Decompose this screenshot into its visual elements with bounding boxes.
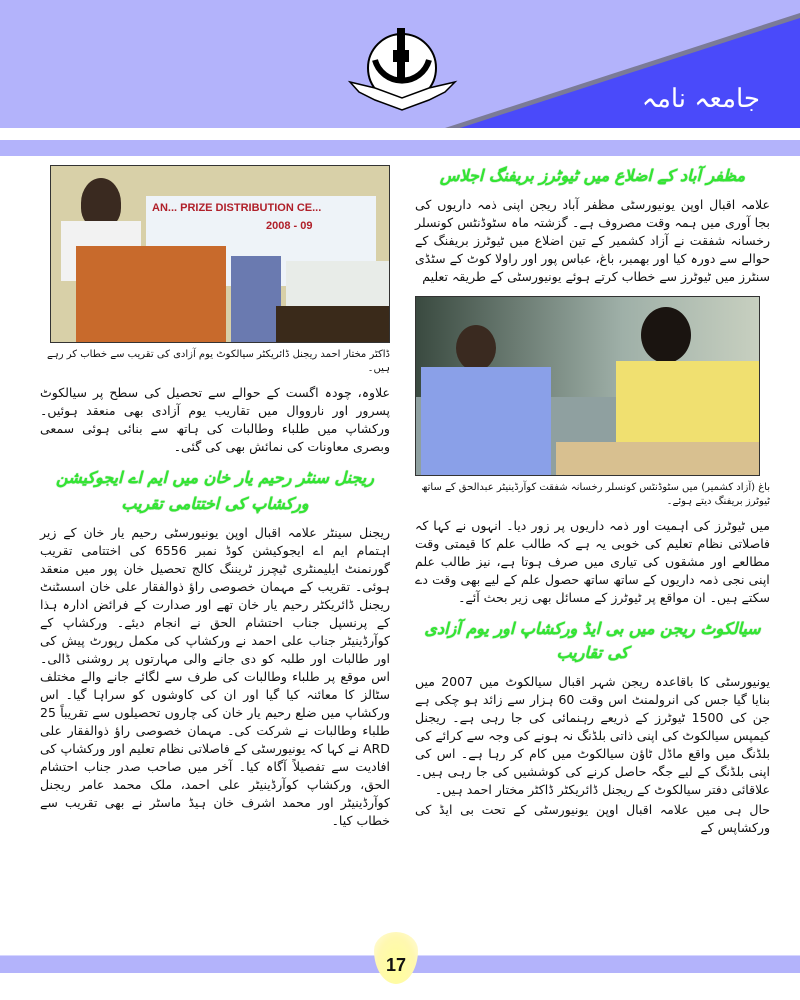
text-line: اسسٹنٹ ریجنل ڈائریکٹر رحیم یار خان تھے اور صدارت کے فرائض ادارہ ہذا کے [40, 579, 390, 630]
text-line: سکتے ہیں۔ ان مواقع پر ٹیوٹرز کے مسائل بھی زیر بحث آئے۔ [458, 590, 770, 605]
text-line: کے ریجنل ڈائریکٹر ڈاکٹر مختار احمد ہیں۔ [434, 782, 651, 797]
text-line: علاوہ، چودہ اگست کے حوالے سے تحصیل کی سطح پر سیالکوٹ پسرور اور نارووال میں [40, 385, 390, 418]
right-paragraph-1 [415, 196, 770, 286]
text-line: اضلاع میں ٹیوٹرز بریفنگ کے حوالے سے دورہ کیا اور بھمبر، باغ، عباس پور اور راولا [415, 233, 770, 266]
photo-prize-ceremony [50, 165, 390, 343]
text-line: ہوئی سمعی وبصری معاونات کی نمائش بھی کی گئی۔ [40, 421, 390, 454]
text-line: تقریب سے خطاب کیا۔ [40, 795, 390, 828]
text-line: نیز طالب علم اپنی نجی ذمہ داریوں کے ساتھ ساتھ حصول علم کے لیے بھی وقت دے [415, 554, 770, 587]
text-line: چاروں تحصیلوں سے تقریباً 25 طلباء وطالبات نے شرکت کی۔ مہمان خصوصی راؤ [40, 705, 390, 738]
text-line: ریجنل سینٹر علامہ اقبال اوپن یونیورسٹی رحیم یار خان کے زیر اہتمام ایم اے [40, 525, 391, 558]
text-line: ہمہ وقت مصروف ہے۔ گزشتہ ماہ سٹوڈنٹس کونسلر رخسانہ شفقت نے آزاد کشمیر کے تین [415, 215, 770, 248]
heading-sialkot: سیالکوٹ ریجن میں بی ایڈ ورکشاپ اور یوم آزادی کی تقاریب [424, 619, 761, 662]
man-shirt [421, 367, 551, 476]
text-line: کوآرڈینیٹر علی احمد، ملک محمد عامر ریجنل کوآرڈینیٹر اور محمد اشرف خان ہیڈ ماسٹر نے بھی [40, 777, 390, 810]
banner-text: AN... PRIZE DISTRIBUTION CE... [152, 202, 322, 214]
man-head [456, 325, 496, 371]
text-line: نے ورکشاپ کی مکمل رپورٹ پیش کی اور طالبات اور طلبہ کو دی جانے والی مہارتوں پر [40, 633, 390, 666]
newsletter-title: جامعہ نامہ [641, 84, 760, 114]
heading-muzaffarabad: مظفر آباد کے اضلاع میں ٹیوٹرز بریفنگ اجلاس [439, 166, 746, 185]
left-paragraph-1 [40, 384, 390, 456]
text-line: علامہ اقبال اوپن یونیورسٹی مظفر آباد ریجن اپنی ذمہ داریوں کی بجا آوری میں [415, 197, 770, 230]
photo-caption-left: ڈاکٹر مختار احمد ریجنل ڈائریکٹر سیالکوٹ یوم آزادی کی تقریب سے خطاب کر رہے ہیں۔ [47, 349, 390, 374]
header-strip [0, 140, 800, 156]
seated-guest [231, 256, 281, 343]
right-column [415, 160, 770, 837]
left-column [40, 165, 390, 830]
text-line: پرنسپل جناب احتشام الحق نے انجام دیئے۔ ورکشاپ کے کوآرڈینیٹر جناب علی احمد [40, 615, 390, 648]
table [556, 442, 760, 476]
right-paragraph-2 [415, 517, 770, 607]
text-line: رہنمائی کی جا رہی ہے۔ ریجنل کیمپس سیالکوٹ کی اپنی ذاتی بلڈنگ نہ ہونے کی وجہ [415, 710, 770, 743]
text-line: ایجوکیشن کوڈ نمبر 6556 کی اختتامی تقریب گورنمنٹ ایلیمنٹری ٹیچرز ٹریننگ کالج [40, 543, 390, 576]
text-line: تحصیل خان پور میں منعقد ہوئی۔ تقریب کے مہمان خصوصی راؤ ذوالفقار علی خان [40, 561, 390, 594]
text-line: یونیورسٹی کا باقاعدہ ریجن شہر اقبال سیالکوٹ میں 2007 میں بنایا گیا جس کی [415, 674, 770, 707]
woman-head [641, 307, 691, 363]
text-line: روشنی ڈالی۔ اس موقع پر طلباء وطالبات کی طرف سے لگائے جانے والے مختلف سٹالز [40, 651, 390, 702]
text-line: میں ٹیوٹرز کی اہمیت اور ذمہ داریوں پر زور دیا۔ انہوں نے کہا کہ فاصلاتی نظام تعلیم کی [415, 518, 770, 551]
banner-year: 2008 - 09 [266, 220, 313, 232]
text-line: انرولمنٹ اس وقت 60 ہزار سے زائد ہو چکی ہے جن کی 1500 ٹیوٹرز کے ذریعے [415, 692, 771, 725]
text-line: خوبی یہ ہے کہ طالب علم کا قیمتی وقت مطالعے اور مشقوں کی تیاری میں صرف ہوتا ہے، [415, 536, 770, 569]
right-paragraph-4: حال ہی میں علامہ اقبال اوپن یونیورسٹی کے تحت بی ایڈ کی ورکشاپس کے [415, 802, 770, 835]
photo-tutor-briefing [415, 296, 760, 476]
text-line: افادیت سے تفصیلاً آگاہ کیا۔ آخر میں صاحب صدر جناب احتشام الحق، ورکشاپ [40, 759, 390, 792]
left-paragraph-2 [40, 524, 390, 830]
podium [76, 246, 226, 343]
photo-caption-right: باغ (آزاد کشمیر) میں سٹوڈنٹس کونسلر رخسانہ شفقت کوآرڈینیٹر عبدالحق کے ساتھ ٹیوٹرز بریفنگ دیتے ہوئے۔ [421, 482, 770, 507]
text-line: ذوالفقار علی ARD نے کہا کہ یونیورسٹی کے فاصلاتی نظام تعلیم اور ورکشاپ کی [40, 723, 390, 756]
right-paragraph-3 [415, 673, 770, 799]
heading-rahim-yar-khan-1: ریجنل سنٹر رحیم یار خان میں ایم اے ایجوکیشن [56, 468, 374, 487]
text-line: کوٹ کے سٹڈی سنٹرز میں ٹیوٹرز سے خطاب کرتے ہوئے یونیورسٹی کے طریقہ تعلیم [415, 251, 770, 284]
text-line: تقاریب یوم آزادی بھی منعقد ہوئیں۔ ورکشاپ میں طلباء وطالبات کی ہاتھ سے بنائی [40, 403, 390, 436]
text-line: سے کرائے کی بلڈنگ میں واقع ماڈل ٹاؤن سیالکوٹ میں کام کر رہا ہے۔ اس کی اپنی [415, 728, 771, 779]
text-line: بلڈنگ کے لیے جگہ حاصل کرنے کی کوششیں کی جا رہی ہیں۔ علاقائی دفتر سیالکوٹ [415, 764, 770, 797]
heading-rahim-yar-khan-2: ورکشاپ کی اختتامی تقریب [121, 494, 309, 513]
university-logo [345, 20, 460, 115]
page-number: 17 [374, 932, 418, 984]
text-line: کا معائنہ کیا گیا اور ان کی کاوشوں کو سراہا گیا۔ اس ورکشاپ میں ضلع رحیم یار خان کی [40, 687, 390, 720]
page-header [0, 0, 800, 128]
table [276, 306, 390, 343]
